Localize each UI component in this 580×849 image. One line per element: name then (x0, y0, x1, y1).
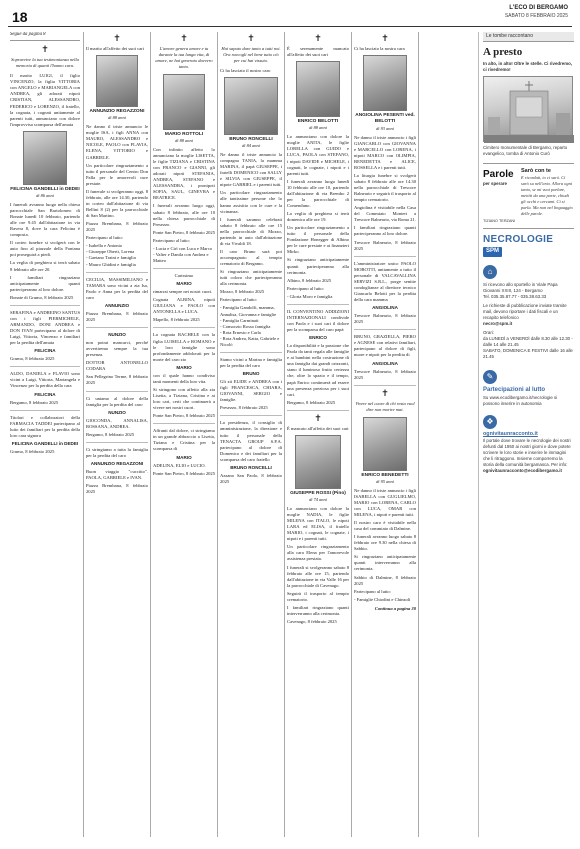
cross-icon: ✝ (41, 45, 49, 56)
condolence-text: Si stringono con affetto alla zia Lisetta, a Tiziana, Cristina e ai loro cari, certi che continuerà a vivere nei nostri cuori. (153, 386, 215, 411)
announcement-text: Il marito all'affetto dei suoi cari (86, 46, 145, 51)
racconto-text: Il portale dove trovare le necrologie dei nostri defunti dal 1950 ai nostri giorni e dove potete scrivere le loro storie e inserire le immagini che li ritraggono. Insieme comporremo la storia della comunità bergamasca. Per info: (483, 438, 571, 467)
deceased-age: di 88 anni (175, 138, 193, 144)
cross-icon: ✝ (247, 34, 255, 44)
participants-label: Partecipano al lutto: (287, 285, 324, 291)
place-date: Piazza Brembana, 8 febbraio 2025 (86, 483, 148, 495)
condolence-text: Ci uniamo al dolore della famiglia per la perdita del caro (86, 395, 148, 407)
participants-label: Partecipano al lutto: (354, 588, 391, 594)
column-6 (354, 32, 416, 837)
place-date: Piazza Brembana, 8 febbraio 2025 (86, 310, 148, 322)
condolence-name: ANGIOLINA (372, 360, 398, 366)
rail-kicker: Le tombe raccontano (483, 32, 574, 42)
deceased-photo (96, 55, 138, 107)
announcement-text: È serenamente mancato all'affetto dei suoi cari (287, 46, 349, 58)
mail-requests: Le richieste di pubblicazione inviate tramite mail, devono riportare i dati fiscali e un recapito telefonico (483, 302, 567, 320)
continued-on[interactable]: Continua a pagina 30 (374, 605, 416, 611)
deceased-age: di 95 anni (376, 478, 394, 484)
column-4 (220, 32, 282, 837)
place-date: Piazza Brembana, 8 febbraio 2025 (86, 221, 148, 233)
place-date: Albino, 8 febbraio 2025 (287, 277, 332, 283)
page-number: 18 (12, 9, 28, 25)
deceased-photo (296, 61, 340, 117)
deceased-name: GIUSEPPE ROSSI (Pino) (290, 490, 346, 496)
condolence-name: MARIO (176, 454, 192, 460)
condolence-name: BRUNO (242, 371, 260, 377)
deceased-age: di 88 anni (108, 115, 126, 121)
announcement-text: Lo annunciano con dolore la moglie ANITA, le figlie LORELLA con GUIDO e LUCA, PAOLA con STEFANO, i nipoti DAVIDE e MICHELE, i cognati, le cognate, i nipoti e i parenti tutti. (287, 134, 349, 176)
location-icon: ⌂ (483, 265, 497, 279)
place-date: Mozzo, 8 febbraio 2025 (220, 289, 265, 295)
condolence-text: La cognata RACHELE con la figlia LUISELLA e ROMANO e le loro famiglie sono profondamente addolorati per la morte del caro zio (153, 332, 215, 362)
condolence-signature: Cognata ALBINA, nipoti GIULIANA e PAOLO con ANTONELLA e LUCA. (153, 297, 215, 315)
condolence-name: FELICINA GANDELLI in DEDEI (11, 440, 79, 446)
condolence-text: Titolari e collaboratori della FARMACIA TADDEI partecipano al lutto dei familiari per la perdita della loro cara signora (10, 414, 80, 438)
partecipazioni-title: Partecipazioni al lutto (483, 387, 546, 394)
deceased-age: di 88 anni (309, 125, 327, 131)
funeral-info: I funerali avranno luogo sabato 8 febbraio ore 9.30 nella chiesa di Sabbio. (354, 534, 416, 552)
condolence-name: MARIO (176, 364, 192, 370)
funeral-info: Il nostro caro è visitabile nella casa del commiato di Dalmine. (354, 520, 416, 532)
condolence-text: L'amministratore unico PAOLO MOBOTTI, unitamente a tutto il personale di VALCAVALLINA SERVIZI S.R.L., porge sentite condoglianze al direttore tecnico Giancarlo Belotti per la perdita della cara mamma (354, 260, 416, 303)
announcement-text: Ci ha lasciato il nostro caro (220, 67, 271, 73)
condolence-name: ANNUNZIO REGAZZONI (90, 461, 144, 467)
funeral-info: I funerali avranno luogo oggi, sabato 8 febbraio, alle ore 10 nella chiesa parrocchiale di Presezzo. (153, 203, 215, 227)
obituaries-grid (10, 32, 550, 837)
deceased-age: di 86 anni (36, 193, 54, 199)
deceased-name: ENRICO BELOTTI (297, 119, 339, 125)
condolence-signature: GIOCONDA, ANNALISA, ROSSANA, ANDREA. (86, 417, 148, 429)
deceased-age: di 84 anni (242, 143, 260, 149)
thanks-text: I familiari ringraziano quanti parteciperanno al loro dolore. (354, 225, 416, 237)
cross-icon: ✝ (381, 34, 389, 44)
thanks-text: Si ringraziano anticipatamente tutti coloro che parteciperanno alla cerimonia. (220, 269, 282, 287)
deceased-photo (163, 74, 205, 130)
announcement-text: Ne danno il triste annuncio i figli GIANCARLO con GIOVANNA e MARCELLO con LORENA, i nipoti MARCO con OLIMPIA, BENEDETTA e ALICE, ROSSELLA e i parenti tutti. (354, 134, 416, 170)
partecipazioni-text[interactable]: Su www.ecodibergamo.it/necrologie si possono inserire in autonomia (483, 395, 558, 406)
condolence-text: rimarrai sempre nei nostri cuori. (153, 289, 213, 295)
rail-intro: In alto, in alto! Oltre le stelle. Ci rivedremo, ci rivedremo! (483, 61, 573, 73)
cross-icon: ✝ (381, 388, 389, 399)
parole-text: E ricordati, io ci sarò. Ci sarò su nell'aria. Allora ogni tanto, se mi vuoi parlare, mettiti da una parte, chiudi gli occhi e cercami. Ci si parla. Ma non nel linguaggio delle parole. (521, 175, 573, 216)
column-5 (287, 32, 349, 837)
hours-weekdays: da LUNEDÌ a VENERDÌ dalle 8.30 alle 12.30 - dalle 14 alle 21.45 (483, 336, 573, 348)
necrologie-title: NECROLOGIE (483, 233, 554, 245)
condolence-text: CECILIA, MASSIMILIANO e TAMARA sono vicini a zia Isa, Paolo e Anna per la perdita del caro (86, 276, 148, 300)
publication-date: SABATO 8 FEBBRAIO 2025 (504, 12, 568, 19)
thanks-text: Un particolare ringraziamento alle tantissime persone che lo hanno assistito con le cure e la vicinanza. (220, 190, 282, 214)
announcement-text: Ci ha lasciato la nostra cara (354, 46, 405, 51)
column-3 (153, 32, 215, 837)
place-date: Ponte San Pietro, 8 febbraio 2025 (153, 470, 215, 476)
condolence-name: ANGIOLINA (372, 305, 398, 311)
participants-list: - Famiglie Chiodini e Chinzoli (354, 596, 411, 602)
condolence-name: ANNUNZIO (104, 302, 130, 308)
column-2 (86, 32, 148, 837)
funeral-info: Angiolina è visitabile nella Casa del Commiato Monteri a Trescore Balneario, via Roma 21. (354, 205, 416, 223)
place-date: Grumo, 8 febbraio 2025 (10, 448, 55, 454)
participants-label: Partecipano al lutto: (220, 297, 257, 303)
condolence-text: IL CONVENTINO ADDIZIONI INTERNAZIONALI condivide con Paola e i suoi cari il dolore per la scomparsa del caro papà (287, 308, 349, 333)
condolence-text: Affranti dal dolore, ci stringiamo in un grande abbraccio a Lisetta, Tiziana e Cristina per la scomparsa di (153, 428, 215, 452)
cross-icon: ✝ (180, 34, 188, 44)
condolence-name: NUNZIO (108, 409, 126, 415)
announcement-text: Lo annunciano con dolore la moglie NADIA, le figlie MILENA con ITALO, le nipoti LARA ed ELISA, il fratello MARIO, i cognati, le cognate, i nipoti e i parenti tutti. (287, 505, 349, 542)
spm-logo: SPM (483, 247, 502, 257)
participants-list: - Gloria Moro e famiglia (287, 293, 333, 299)
deceased-name: BRUNO RONCELLI (229, 136, 273, 142)
announcement-text: Il marito LUIGI, il figlio VINCENZO, la figlia VITTORIA con ANGELO e MARIANGELA con ANDREA, gli adorati nipoti CRISTIAN, ALESSANDRO, FEDERICO e LORENZO, il fratello, la cognata, i cognati unitamente al parenti tutti, annunciano con dolore l'improvvisa scomparsa dell'amata (10, 73, 80, 127)
participants-list: - Famiglia Gandolfi, mamma, Annalisa, Giovanna e famiglie - Famiglia Carminati - Consorzio Rosso famiglia - Rota Ernesto e Carla - Rota Andrea, Katia, Gabriele e Nicolò (220, 305, 280, 347)
funeral-info: La liturgia funebre si svolgerà sabato 8 febbraio alle ore 14.30 nella parrocchiale di Trescore Balneario e seguirà il trasporto al tempio crematorio. (354, 172, 416, 203)
condolence-text: La presidenza, il consiglio di amministrazione, la direzione e tutto il personale della TENACTA GROUP S.P.A. partecipano al dolore di Domenico e dei familiari per la scomparsa del caro fratello (220, 420, 282, 462)
condolence-text: non potrai mancarci, perché avvertiremo sempre la tua presenza. (86, 340, 148, 358)
place-date: Sabbio di Dalmine, 8 febbraio 2025 (354, 574, 416, 586)
announcement-text: Ne danno il triste annuncio le moglie ISA, i figli ANNA con MAURO, ALESSANDRO e NICOLE, PAOLO con FLAVIA, ELENA, VITTORIO e GABRIELE. (86, 124, 148, 160)
announcement-text: Ne danno il triste annuncio i figli ISABELLA con GUGLIELMO, MARIO con LORENA, CARLO con LUCA, OMAR con MILENA, i nipoti e parenti tutti. (354, 487, 416, 517)
funeral-info: Il corteo funebre si svolgerà con le auto fino al piazzale della Fontana poi proseguirà a piedi. (10, 240, 80, 258)
funeral-info: I funerali saranno celebrati sabato 8 febbraio alle ore 15 nella parrocchiale di Mozzo, partendo in auto dall'abitazione di via Vivaldi 18. (220, 216, 282, 246)
continued-from: Segue da pagina 8 (10, 32, 80, 41)
deceased-name: FELICINA GANDELLI in DEDEI (10, 186, 80, 192)
rail-title: A presto (483, 45, 523, 58)
announcement-text: Ne danno il triste annuncio la compagna TANIA, la mamma MARINA, il papà GIUSEPPE, i fratelli DOMENICO con SALLY e SILVIA con GIUSEPPE, il nipote GABRIEL e i parenti tutti. (220, 152, 282, 188)
place-date: Bergamo, 8 febbraio 2025 (10, 399, 59, 405)
place-date: Mapello, 8 febbraio 2025 (153, 317, 200, 323)
condolence-text: BRUNO, GRAZIELLA, PIERO e AGNESE con relativi familiari, partecipano al dolore di figli, nuore e nipoti per la perdita di (354, 334, 416, 358)
place-date: Ponte San Pietro, 8 febbraio 2025 (153, 413, 215, 419)
thanks-text: Un particolare ringraziamento alla cara Elena per l'amorevole assistenza prestata. (287, 544, 349, 562)
condolence-signature: ADELINA, ELIO e LUCIO. (153, 462, 206, 468)
place-date: Trescore Balneario, 8 febbraio 2025 (354, 368, 416, 380)
hours-title: Orari: (483, 330, 494, 336)
deceased-photo (23, 131, 67, 185)
announcement-text: Con infinito affetto lo annunciano la moglie LISETTA, le figlie TIZIANA e CRISTINA con FRANCO e GIANNI, gli adorati nipoti STEFANIA, ANDREA, STEFANO e ALESSANDRA, i pronipoti SOFIA, SAUL, GINEVRA e BEATRICE. (153, 146, 215, 201)
funeral-info: I funerali avranno luogo lunedì 10 febbraio alle ore 10, partendo dall'abitazione di via Brembo 2 per la parrocchiale di Comenduno. (287, 178, 349, 208)
masthead (505, 5, 568, 20)
column-1 (10, 32, 80, 837)
participants-list: - Lucia e Cirì con Luca e Marco - Valter e Danila con Andrea e Matteo (153, 245, 213, 263)
deceased-name: ANNUNZIO REGAZZONI (89, 109, 145, 115)
parole-box (483, 168, 574, 217)
deceased-photo (363, 55, 407, 111)
deceased-photo (363, 417, 407, 471)
funeral-info: Il funerale si svolgeranno oggi, 8 febbraio, alle ore 14.30, partendo in corteo dall'abitazione di via Bellini 8 (2) per la parrocchiale di San Martino. (86, 188, 148, 219)
condolence-text: La disponibilità e la passione che Paola da tanti regala alle famiglie e ai bambini nella costruzione di una famiglia dai grandi orizzonti, siano il luminoso frutto certezza che, oltre lo spazio e il tempo, papà Enrico continuerà ad essere una presenza preziosa per i suoi cari. (287, 343, 349, 397)
condolence-text: Carissimo (174, 273, 194, 279)
cross-icon: ✝ (113, 34, 121, 44)
place-date: Azzano San Paolo, 8 febbraio 2025 (220, 472, 282, 484)
parole-title: Parole (483, 168, 514, 180)
announcement-text: È mancato all'affetto dei suoi cari (287, 425, 349, 431)
place-date: Trescore Balneario, 8 febbraio 2025 (354, 239, 416, 251)
condolence-name: FELICINA (34, 348, 56, 354)
condolence-name: BRUNO RONCELLI (230, 464, 272, 470)
condolence-name: FELICINA (34, 391, 56, 397)
place-date: Ponte San Pietro, 8 febbraio 2025 (153, 229, 215, 235)
thanks-text: Si ringraziano anticipatamente quanti parteciperanno alla cerimonia. (287, 257, 349, 275)
participants-label: Partecipano al lutto: (86, 235, 123, 241)
deceased-name: MARIO ROTTOLI (164, 131, 204, 137)
pen-icon: ✎ (483, 370, 497, 384)
tomb-illustration (484, 77, 574, 143)
deceased-photo (295, 435, 341, 489)
funeral-info: La veglia di preghiera si terrà domenica alle ore 19. (287, 211, 349, 223)
racconto-site[interactable]: ognivitaunracconto.it (483, 430, 538, 437)
parole-subtitle: per sperare (483, 181, 507, 187)
funeral-info: La veglia di preghiera si terrà sabato 8 febbraio alle ore 20. (10, 260, 80, 272)
hours-weekend: SABATO, DOMENICA E FESTIVI dalle 16 alle 21.45 (483, 348, 573, 360)
condolence-text: con il quale hanno condiviso tanti momenti della loro vita. (153, 372, 215, 384)
epitaph-quote: Sopravvive la tua testimonianza nella memoria di quanti l'hanno cara. (11, 57, 79, 69)
place-date: Presezzo, 8 febbraio 2025 (220, 405, 268, 411)
condolence-text: Ci stringiamo a tutta la famiglia per la perdita del caro (86, 446, 148, 458)
publication-name: L'ECO DI BERGAMO (509, 5, 568, 11)
thanks-text: Si ringraziano anticipatamente quanti interverranno alla cerimonia. (354, 554, 416, 572)
epitaph-quote: Hai saputo dare tanto a tutti noi. Ora raccogli nel bene tutto ciò per cui hai vissuto. (221, 46, 281, 63)
right-rail (478, 32, 574, 837)
office-phone: Tel. 035.35.87.77 - 035.38.63.33 (483, 293, 547, 299)
place-date: Cavenago, 8 febbraio 2025 (287, 619, 337, 625)
necro-email[interactable]: necro@spm.it (483, 320, 513, 326)
place-date: Bergamo, 8 febbraio 2025 (287, 399, 336, 405)
condolence-signature: Gli zii ELIDE e ANDREA con i figli FRANCESCA, CHIARA, GIOVANNI, SERGIO e famiglie. (220, 379, 282, 403)
place-date: Grumo, 8 febbraio 2025 (10, 356, 55, 362)
place-date: Trescore Balneario, 8 febbraio 2025 (354, 313, 416, 325)
epitaph-quote: L'amore genera amore e tu durante la tua lunga vita, di amore, ne hai generato davvero tanto. (155, 46, 213, 69)
parole-heading: Sarò con te (521, 167, 551, 174)
deceased-name: ENRICO BENEDETTI (361, 472, 409, 478)
racconto-email[interactable]: ognivitaunracconto@ecodibergamo.it (483, 467, 562, 473)
condolence-signature: Buon viaggio "cuccitto". PAOLA, GABRIELE e IVAN. (86, 469, 148, 481)
place-date: San Pellegrino Terme, 8 febbraio 2025 (86, 374, 148, 386)
cemetery-photo (483, 76, 573, 142)
parole-author: TIZIANO TERZANI (483, 218, 516, 223)
condolence-name: MARIO (176, 281, 192, 287)
funeral-info: I funerali si svolgeranno sabato 8 febbraio alle ore 15, partendo dall'abitazione in via Valle 16 per la parrocchiale di Cavenago. (287, 564, 349, 588)
place-date: Bonate di Grumo, 8 febbraio 2025 (10, 294, 74, 300)
deceased-name: ANGIOLINA PESENTI ved. BELOTTI (355, 113, 415, 125)
deceased-age: di 74 anni (309, 497, 327, 503)
book-icon: ❖ (483, 415, 497, 429)
deceased-age: di 93 anni (376, 125, 394, 131)
cross-icon: ✝ (314, 413, 322, 424)
cross-icon: ✝ (314, 34, 322, 44)
condolence-text: ALDO, DANIELA e FLAVIO sono vicini a Luigi, Vittoria, Mariangela e Vincenzo per la perdita della cara (10, 371, 80, 389)
thanks-text: Un particolare ringraziamento a tutto il personale del Centro Don Palla per le amorevoli cure prestate. (86, 162, 148, 186)
participants-label: Partecipano al lutto: (153, 237, 190, 243)
photo-caption: Cimitero monumentale di Bergamo, reparto evangelico, tomba di Antonio Curò (483, 144, 568, 156)
condolence-text: SERAFINA e ANDREINO SANTUS con i figli PIERMICHELE, ARMANDO, DONI ANDREA e DON IVAN partecipano al dolore di Luigi, Vittoria, Vincenzo e familiari per la perdita dell'amata (10, 309, 80, 346)
thanks-text: I familiari ringraziano anticipatamente quanti parteciperanno al loro dolore. (10, 274, 80, 292)
deceased-photo (224, 77, 278, 135)
place-date: Bergamo, 8 febbraio 2025 (86, 431, 135, 437)
funeral-info: Il caro Bruno sarà poi accompagnato al tempio crematorio di Bergamo. (220, 248, 282, 267)
condolence-text: Siamo vicini a Marina e famiglia per la perdita del caro (220, 356, 282, 368)
thanks-text: I familiari ringraziano quanti interverranno alla cerimonia. (287, 604, 349, 616)
condolence-name: NUNZIO (108, 332, 126, 338)
thanks-text: Un particolare ringraziamento a tutto il personale della Fondazione Honegger di Albino per le cure prestate e ai finanzieri Mirko. (287, 225, 349, 255)
participants-list: - Isabella e Antonio - Giuseppe Oberti, Lorena - Gaetano Traini e famiglia - Mauro Ghidini e famiglia (86, 243, 136, 267)
epitaph-quote: Vivere nel cuore di chi resta vuol dire non morire mai. (355, 400, 415, 412)
funeral-info: Seguirà il trasporto al tempio crematorio. (287, 590, 349, 602)
funeral-info: I funerali avranno luogo nella chiesa parrocchiale San Bartolomeo di Bonate lunedì 10 febbraio, partendo alle ore 9.45 dall'abitazione in via Ravera 8, dove la cara Felicina è composta. (10, 201, 80, 238)
page-header (8, 0, 572, 27)
condolence-signature: DOTTOR ANTONELLO CODARA (86, 360, 148, 372)
office-address: Si ricevono allo sportello in Viale Papa Giovanni XXIII, 124 - Bergamo (483, 281, 558, 293)
condolence-name: ENRICO (309, 335, 327, 341)
